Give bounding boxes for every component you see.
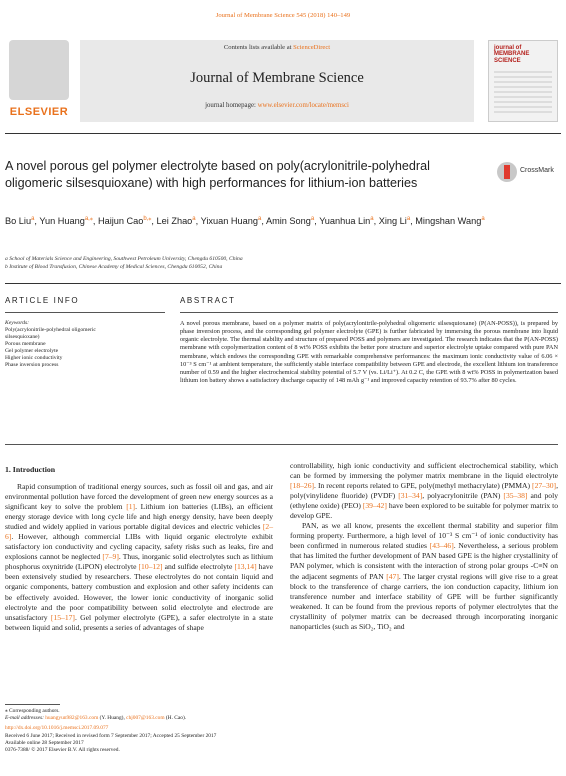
cover-title-line: SCIENCE <box>494 57 521 64</box>
citation-link[interactable]: [31–34] <box>398 491 423 501</box>
sciencedirect-link[interactable]: ScienceDirect <box>293 44 331 51</box>
keyword: Poly(acrylonitrile-polyhedral oligomeric <box>5 327 96 333</box>
abstract-text: A novel porous membrane, based on a polymer matrix of poly(acrylonitrile-polyhedral oligomeric silsesquioxane) (P(AN-POSS)), is prepared by phase inversion process, and the corresponding gel polymer electrolyte (GPE) is further fabricated by immersing the porous membrane into liquid organic electrolyte. The thermal stability and structure of prepared POSS and polymers are investigated. The research indicates that the P(AN-POSS) membrane with copolymerization content of 8 wt% POSS exhibits the better pore structure and superior electrolyte uptake compared with pure PAN membrane, which endows the corresponding GPE with remarkable comprehensive performances: the maximum ionic conductivity value of 6.06 × 10⁻³ S cm⁻¹ at ambient temperature, the sufficiently stable interface compatibility between GPE and electrode, the excellent lithium ion transference number of 0.59 and the higher electrochemical stability potential of 5.7 V (vs. Li/Li⁺). At 0.2 C, the GPE with 8 wt% POSS in polymerization based lithium ion battery shows a satisfactory discharge capacity of 148 mAh g⁻¹ and improved capacity retention of 93.7% after 80 cycles. <box>180 320 558 385</box>
body-text: . The larger crystal regions will give rise to a great block to the transference of charge carriers, the ion conduction capacity, lithium ion transference number and interface stability of GPE will be further significantly weakened. It can be found from the previous reports of polymer electrolytes that the crystallinity of polymer matrix can be decreased through incorporating inorganic nanoparticles (such as SiO₂, TiO₂ and <box>290 571 558 631</box>
citation-link[interactable]: [39–42] <box>362 501 387 511</box>
body-text: . Nevertheless, a serious problem that has limited the further development of PAN based GPE is the higher crystallinity of PAN polymer, which is consistent with the interaction of strong polar groups -C≡N on the adjacent segments of PAN <box>290 541 558 581</box>
homepage-prefix: journal homepage: <box>205 102 258 109</box>
citation-link[interactable]: [1] <box>126 502 136 512</box>
footnote-rule <box>5 704 60 705</box>
contents-line <box>80 44 474 51</box>
introduction-heading: 1. Introduction <box>5 465 56 474</box>
body-text: . Thus, inorganic solid electrolytes such as lithium phosphorus oxynitride (LiPON) electrolyte <box>5 552 273 572</box>
citation-link[interactable]: [2–6] <box>5 522 273 542</box>
intro-paragraph-1 <box>5 482 273 633</box>
body-text: controllability, high ionic conductivity and sufficient electrochemical stability, which can be formed by immersing the polymer matrix membrane in the liquid electrolyte <box>290 461 558 481</box>
body-text: . Lithium ion batteries (LIBs), an efficient energy storage device with long cycle life and high energy density, have been deeply studied and widely applied in various portable digital devices and electric vehicles <box>5 502 273 532</box>
citation-link[interactable]: [27–30] <box>532 481 557 491</box>
author-name: Yun Huang <box>39 216 85 227</box>
crossmark-label: CrossMark <box>520 167 554 174</box>
body-text: . Gel polymer electrolyte (GPE), a safer electrolyte in a state between liquid and solid, presents a series of advantages of shape <box>5 612 274 632</box>
article-info-heading: ARTICLE INFO <box>5 296 80 305</box>
author-affiliation-mark[interactable]: a <box>31 216 35 222</box>
citation-link[interactable]: [10–12] <box>138 562 163 572</box>
author-name: Haijun Cao <box>97 216 144 227</box>
citation-link[interactable]: [15–17] <box>50 612 75 622</box>
author-name: Yixuan Huang <box>200 216 258 227</box>
abstract-heading: ABSTRACT <box>180 296 236 305</box>
intro-column-2 <box>290 461 558 632</box>
body-text: . However, although commercial LIBs with liquid organic electrolyte exhibit satisfactory ion conductivity and cycling capacity, safety risks such as leaks, fire and explosions cannot be neglected <box>5 532 273 562</box>
citation-link[interactable]: [13,14] <box>234 562 257 572</box>
author-affiliation-mark[interactable]: a <box>370 216 374 222</box>
keywords-label: Keywords: <box>5 320 30 326</box>
received-dates: Received 6 June 2017; Received in revised form 7 September 2017; Accepted 25 September 2017 <box>5 732 217 739</box>
email-link[interactable]: chj007@163.com <box>126 715 165 722</box>
citation-link[interactable]: [47] <box>386 571 399 581</box>
author-affiliation-mark[interactable]: a <box>406 216 411 222</box>
tree-logo-icon <box>9 40 69 100</box>
body-text: have been explored to be suitable for polymer matrix to develop GPE. <box>290 501 558 521</box>
citation-link[interactable]: [43–46] <box>429 541 454 551</box>
body-text: and sulfide electrolyte <box>162 562 235 572</box>
author-affiliation-mark[interactable]: a <box>481 216 485 222</box>
contents-prefix: Contents lists available at <box>223 44 294 51</box>
homepage-link[interactable]: www.elsevier.com/locate/memsci <box>257 102 349 109</box>
keyword: Higher ionic conductivity <box>5 355 63 361</box>
citation-link[interactable]: [18–26] <box>290 481 315 491</box>
header-rule <box>5 133 561 134</box>
author-name: Lei Zhao <box>156 216 193 227</box>
intro-paragraph-3 <box>290 521 558 632</box>
abstract-end-rule <box>5 444 558 445</box>
crossmark-badge[interactable] <box>497 160 557 184</box>
keyword: Phase inversion process <box>5 362 59 368</box>
author-name: Bo Liu <box>5 216 32 227</box>
email-line <box>5 715 305 722</box>
cover-title-line: journal of <box>494 45 522 51</box>
email-label: E-mail addresses: <box>5 715 46 722</box>
email-link[interactable]: huangyun982@163.com <box>45 715 99 722</box>
author-name: Mingshan Wang <box>415 216 482 227</box>
corresponding-note: ⁎ Corresponding authors. <box>5 708 60 714</box>
affiliation: a School of Materials Science and Engineering, Southwest Petroleum University, Chengdu 610500, China <box>5 256 243 262</box>
keyword: Porous membrane <box>5 341 46 347</box>
elsevier-logo <box>5 40 73 122</box>
abstract-rule <box>180 312 558 313</box>
article-info-rule <box>5 312 165 313</box>
cover-title <box>494 45 529 64</box>
journal-reference[interactable]: Journal of Membrane Science 545 (2018) 140–149 <box>215 12 351 19</box>
author-affiliation-mark[interactable]: a <box>192 216 196 222</box>
author-list: Bo Liu$^a$, Yun Huang$^{a,⁎}$, Haijun Cao$^{b,⁎}$, Lei Zhao$^a$, Yixuan Huang$^a$, Amin Song$^a$, Yuanhua Lin$^a$, Xing Li$^a$, Mingshan Wang$^a$ <box>5 216 485 227</box>
body-text: , polyacrylonitrile (PAN) <box>422 491 504 501</box>
body-text: . In recent reports related to GPE, poly(methyl methacrylate) (PMMA) <box>314 481 533 491</box>
citation-link[interactable]: [7–9] <box>102 552 119 562</box>
journal-title: Journal of Membrane Science <box>190 70 364 86</box>
body-text: PAN, as we all know, presents the excellent thermal stability and superior film forming property. Furthermore, a high level of 10⁻³ S cm⁻¹ of ionic conductivity has been confirmed in numerous related studies <box>290 521 558 551</box>
publisher-name: ELSEVIER <box>9 106 69 118</box>
body-text: and poly (ethylene oxide) (PEO) <box>290 491 558 511</box>
paper-title: A novel porous gel polymer electrolyte based on poly(acrylonitrile-polyhedral oligomeric silsesquioxane) with high performances for lithium-ion batteries <box>5 159 430 190</box>
cover-title-line: MEMBRANE <box>494 51 530 58</box>
citation-link[interactable]: [35–38] <box>503 491 528 501</box>
intro-paragraph-2 <box>290 461 558 520</box>
journal-cover <box>488 40 558 122</box>
homepage-line <box>80 102 474 109</box>
cover-image <box>494 71 552 115</box>
body-text: have been extensively studied by researchers. These electrolytes do not contain liquid and organic components, battery combustion and explosion and other safety incidents can be effectively avoided. However, the lower ionic conductivity of inorganic solid electrolyte and the poor compatibility between solid electrolyte and electrode are unsatisfactory <box>5 562 273 622</box>
author-name: Xing Li <box>378 216 407 227</box>
copyright: 0376-7388/ © 2017 Elsevier B.V. All rights reserved. <box>5 747 120 754</box>
author-name: Yuanhua Lin <box>319 216 371 227</box>
online-date: Available online 28 September 2017 <box>5 739 84 746</box>
author-affiliation-mark[interactable]: a <box>310 216 315 222</box>
keyword: Gel polymer electrolyte <box>5 348 59 354</box>
section-rule <box>5 283 561 284</box>
keyword: silsesquioxane) <box>5 334 40 340</box>
doi-link[interactable]: http://dx.doi.org/10.1016/j.memsci.2017.09.077 <box>5 725 109 732</box>
email-owner: (Y. Huang), <box>98 715 127 722</box>
email-owner: (H. Cao). <box>164 715 187 722</box>
author-name: Amin Song <box>265 216 311 227</box>
affiliation: b Institute of Blood Transfusion, Chinese Academy of Medical Sciences, Chengdu 610052, China <box>5 264 223 270</box>
crossmark-icon <box>497 162 517 182</box>
author-affiliation-mark[interactable]: a <box>257 216 262 222</box>
author-affiliation-mark[interactable]: b,⁎ <box>143 216 152 222</box>
footnotes <box>5 708 305 754</box>
author-affiliation-mark[interactable]: a,⁎ <box>84 216 93 222</box>
keywords-list <box>5 327 170 369</box>
body-text: , poly(vinylidene fluoride) (PVDF) <box>290 481 558 501</box>
body-text: Rapid consumption of traditional energy sources, such as fossil oil and gas, and air environmental pollution have forced the development of green new energy sources as a significant key to solve the problem <box>5 482 273 512</box>
